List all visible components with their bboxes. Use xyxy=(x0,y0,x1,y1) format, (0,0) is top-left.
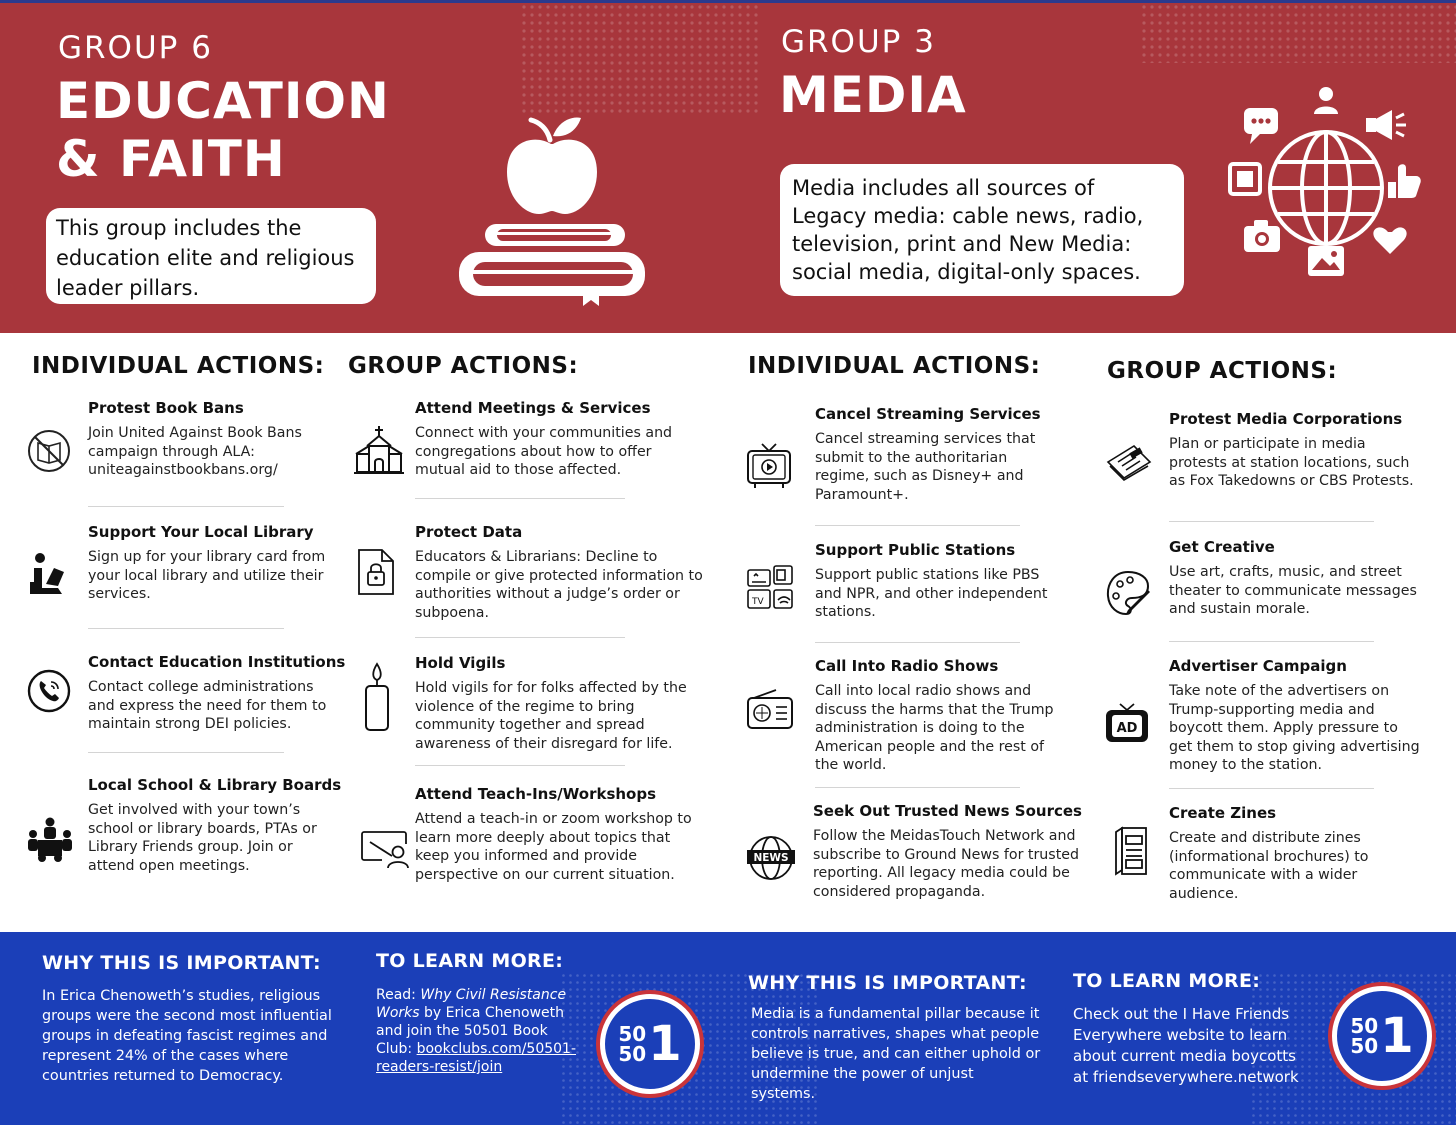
logo-bottom-digits: 50 xyxy=(618,1042,647,1066)
right-learn-heading: TO LEARN MORE: xyxy=(1073,970,1261,992)
group-3-label: GROUP 3 xyxy=(781,24,936,60)
action-get-creative xyxy=(1169,538,1424,619)
divider xyxy=(1169,641,1374,642)
action-title: Get Creative xyxy=(1169,538,1275,556)
action-title: Protest Media Corporations xyxy=(1169,410,1403,428)
title-line-2: & FAITH xyxy=(56,130,286,188)
action-body: Use art, crafts, music, and street theater to communicate messages and sustain morale. xyxy=(1169,564,1417,618)
action-body: Take note of the advertisers on Trump-supporting media and boycott them. Apply pressure to get them to stop giving advertising money to the station. xyxy=(1169,683,1420,774)
no-book-icon xyxy=(26,428,72,474)
action-title: Contact Education Institutions xyxy=(88,653,346,671)
divider xyxy=(415,637,625,638)
action-body: Sign up for your library card from your local library and utilize their services. xyxy=(88,549,326,603)
palette-icon xyxy=(1104,568,1152,618)
church-icon xyxy=(352,424,406,476)
education-description: This group includes the education elite and religious leader pillars. xyxy=(46,208,376,304)
svg-text:AD: AD xyxy=(1116,721,1138,736)
divider xyxy=(415,498,625,499)
action-body: Get involved with your town’s school or library boards, PTAs or Library Friends group. Join or attend open meetings. xyxy=(88,802,317,874)
right-group-heading: GROUP ACTIONS: xyxy=(1107,358,1338,384)
left-why-body: In Erica Chenoweth’s studies, religious groups were the second most influential groups in defeating fascist regimes and represent 24% of the cases where countries returned to Democracy. xyxy=(42,988,332,1084)
right-individual-heading: INDIVIDUAL ACTIONS: xyxy=(748,353,1041,379)
halftone-pattern xyxy=(520,3,760,113)
action-school-library-boards xyxy=(88,776,342,875)
zine-icon xyxy=(1112,826,1148,878)
action-call-radio xyxy=(815,657,1070,775)
reader-icon xyxy=(28,552,68,596)
halftone-pattern xyxy=(1140,3,1456,63)
action-title: Protest Book Bans xyxy=(88,399,244,417)
title-line-1: EDUCATION xyxy=(56,72,390,130)
action-protect-data xyxy=(415,523,705,622)
divider xyxy=(815,525,1020,526)
logo-top-digits: 50 xyxy=(618,1022,647,1046)
apple-on-books-icon xyxy=(455,110,655,310)
logo-one-digit: 1 xyxy=(1380,1008,1414,1064)
left-why-heading: WHY THIS IS IMPORTANT: xyxy=(42,952,321,974)
divider xyxy=(415,765,625,766)
action-title: Attend Teach-Ins/Workshops xyxy=(415,785,657,803)
tv-play-icon xyxy=(746,442,792,490)
ad-tv-icon xyxy=(1104,702,1150,746)
left-learn-heading: TO LEARN MORE: xyxy=(376,950,564,972)
left-group-heading: GROUP ACTIONS: xyxy=(348,353,579,379)
svg-text:NEWS: NEWS xyxy=(753,852,789,864)
media-description: Media includes all sources of Legacy media: cable news, radio, television, print and New Media: social media, digital-only spaces. xyxy=(780,164,1184,296)
action-cancel-streaming xyxy=(815,405,1065,504)
action-title: Call Into Radio Shows xyxy=(815,657,999,675)
newspaper-icon xyxy=(1104,442,1154,482)
phone-circle-icon xyxy=(26,668,72,714)
action-body: Attend a teach-in or zoom workshop to learn more deeply about topics that keep you informed and provide perspective on our current situation. xyxy=(415,811,692,883)
action-attend-meetings xyxy=(415,399,705,480)
action-create-zines xyxy=(1169,804,1424,903)
action-title: Support Public Stations xyxy=(815,541,1016,559)
left-learn-body xyxy=(376,986,588,1076)
locked-file-icon xyxy=(356,548,396,596)
meeting-icon xyxy=(26,816,74,864)
action-support-public-stations xyxy=(815,541,1065,622)
action-body: Create and distribute zines (informational brochures) to communicate with a wider audience. xyxy=(1169,830,1369,902)
action-body: Join United Against Book Bans campaign through ALA: uniteagainstbookbans.org/ xyxy=(88,425,302,479)
action-title: Local School & Library Boards xyxy=(88,776,342,794)
action-trusted-news xyxy=(813,802,1081,901)
action-body: Call into local radio shows and discuss the harms that the Trump administration is doing to the American people and the rest of the world. xyxy=(815,683,1054,774)
divider xyxy=(88,506,284,507)
radio-icon xyxy=(746,688,794,730)
divider xyxy=(815,787,1020,788)
action-body: Hold vigils for for folks affected by the violence of the regime to bring community together and spread awareness of their disregard for life. xyxy=(415,680,687,752)
action-title: Protect Data xyxy=(415,523,523,541)
globe-media-icon xyxy=(1228,84,1424,280)
action-body: Educators & Librarians: Decline to compile or give protected information to authorities without a judge’s order or subpoena. xyxy=(415,549,703,621)
divider xyxy=(1169,521,1374,522)
action-title: Support Your Local Library xyxy=(88,523,314,541)
news-globe-icon xyxy=(746,834,796,882)
group-6-label: GROUP 6 xyxy=(58,30,213,66)
action-body: Connect with your communities and congregations about how to offer mutual aid to those affected. xyxy=(415,425,673,479)
book-title: Why Civil Resistance Works xyxy=(376,987,567,1021)
50501-logo-left xyxy=(596,990,704,1098)
education-faith-title xyxy=(56,72,390,188)
media-title: MEDIA xyxy=(779,66,967,124)
action-title: Attend Meetings & Services xyxy=(415,399,651,417)
50501-logo-right xyxy=(1328,982,1436,1090)
action-protest-book-bans xyxy=(88,399,328,480)
svg-text:TV: TV xyxy=(752,597,764,607)
bookclub-link[interactable]: bookclubs.com/50501-readers-resist/join xyxy=(376,1041,577,1075)
action-support-library xyxy=(88,523,328,604)
action-contact-education xyxy=(88,653,346,734)
action-hold-vigils xyxy=(415,654,705,753)
learn-mid-text: by Erica Chenoweth and join the 50501 Book Club: xyxy=(376,1005,564,1057)
action-body: Plan or participate in media protests at station locations, such as Fox Takedowns or CBS Protests. xyxy=(1169,436,1414,490)
divider xyxy=(88,752,284,753)
action-body: Follow the MeidasTouch Network and subscribe to Ground News for trusted reporting. All legacy media could be considered propaganda. xyxy=(813,828,1079,900)
action-title: Create Zines xyxy=(1169,804,1277,822)
learn-read-text: Read: xyxy=(376,987,421,1003)
action-teach-ins xyxy=(415,785,705,884)
right-learn-body: Check out the I Have Friends Everywhere website to learn about current media boycotts at friendseverywhere.network xyxy=(1073,1005,1299,1086)
media-devices-icon xyxy=(746,562,796,612)
divider xyxy=(1169,788,1374,789)
action-body: Support public stations like PBS and NPR, and other independent stations. xyxy=(815,567,1048,621)
logo-top-digits: 50 xyxy=(1350,1014,1379,1038)
divider xyxy=(815,642,1020,643)
logo-one-digit: 1 xyxy=(648,1016,682,1072)
right-why-heading: WHY THIS IS IMPORTANT: xyxy=(748,972,1027,994)
action-title: Cancel Streaming Services xyxy=(815,405,1041,423)
divider xyxy=(88,628,284,629)
action-title: Advertiser Campaign xyxy=(1169,657,1347,675)
action-protest-media-corporations xyxy=(1169,410,1424,491)
left-individual-heading: INDIVIDUAL ACTIONS: xyxy=(32,353,325,379)
action-body: Contact college administrations and express the need for them to maintain strong DEI policies. xyxy=(88,679,327,733)
logo-bottom-digits: 50 xyxy=(1350,1034,1379,1058)
action-body: Cancel streaming services that submit to the authoritarian regime, such as Disney+ and Paramount+. xyxy=(815,431,1036,503)
presentation-icon xyxy=(360,830,410,870)
candle-icon xyxy=(362,662,392,734)
action-title: Hold Vigils xyxy=(415,654,506,672)
action-advertiser-campaign xyxy=(1169,657,1424,775)
right-why-body: Media is a fundamental pillar because it controls narratives, shapes what people believe is true, and can either uphold or undermine the power of unjust systems. xyxy=(751,1006,1041,1102)
action-title: Seek Out Trusted News Sources xyxy=(813,802,1082,820)
